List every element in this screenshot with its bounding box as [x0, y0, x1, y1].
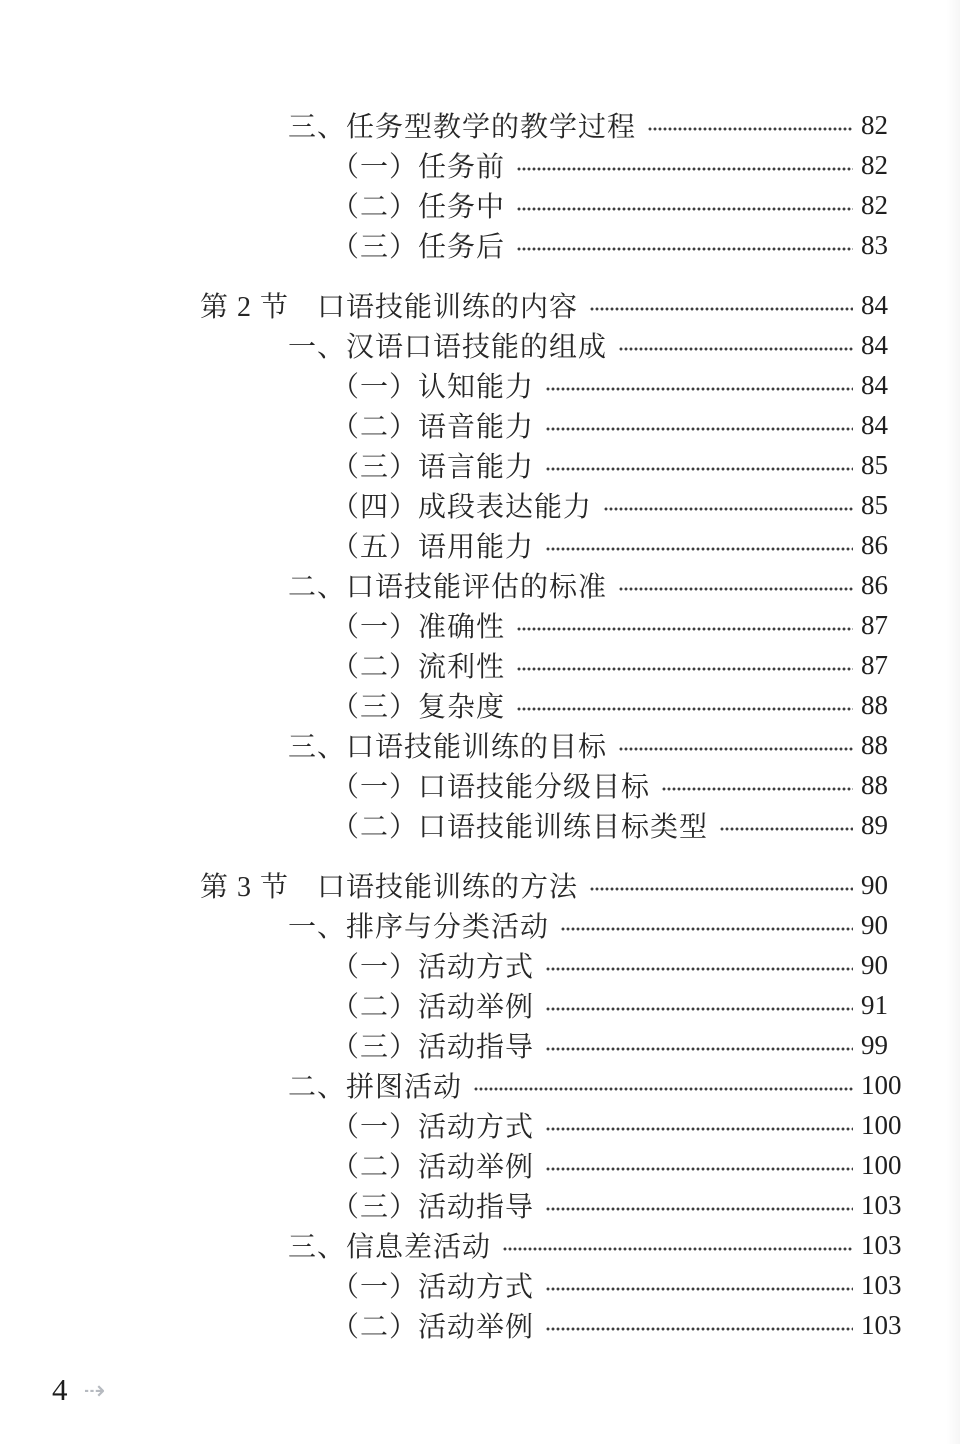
toc-page-number: 82	[861, 149, 888, 180]
toc-page-number: 85	[861, 449, 888, 480]
dot-leader	[546, 1007, 853, 1011]
toc-page-number: 100	[861, 1109, 902, 1140]
toc-entry	[0, 605, 903, 645]
toc-entry-label: 口语技能训练的内容	[317, 292, 579, 323]
toc-entry	[0, 405, 903, 445]
dot-leader	[720, 827, 853, 831]
toc-page-number: 88	[861, 769, 888, 800]
toc-entry	[0, 765, 903, 805]
toc-page-number: 83	[861, 229, 888, 260]
toc-entry	[0, 445, 903, 485]
dot-leader	[546, 1287, 853, 1291]
dot-leader	[474, 1087, 853, 1091]
toc-page-number: 103	[861, 1309, 902, 1340]
toc-entry-label: （三）复杂度	[331, 692, 506, 723]
dot-leader	[590, 307, 853, 311]
toc-entry	[0, 1145, 903, 1185]
dot-leader	[561, 927, 853, 931]
dot-leader	[546, 1047, 853, 1051]
toc-entry	[0, 1265, 903, 1305]
toc-entry-label: （三）活动指导	[331, 1192, 535, 1223]
toc-entry-label: （一）活动方式	[331, 952, 535, 983]
folio-page-number: 4	[52, 1372, 68, 1407]
toc-entry-label: 二、拼图活动	[288, 1072, 463, 1103]
toc-entry	[0, 905, 903, 945]
dot-leader	[546, 1127, 853, 1131]
toc-entry-label: （三）任务后	[331, 232, 506, 263]
dot-leader	[546, 967, 853, 971]
toc-entry	[0, 1185, 903, 1225]
dot-leader	[604, 507, 853, 511]
toc-entry	[0, 485, 903, 525]
toc-entry-label: 一、排序与分类活动	[288, 912, 550, 943]
toc-entry-label: （二）活动举例	[331, 992, 535, 1023]
toc-entry	[0, 325, 903, 365]
toc-page-number: 85	[861, 489, 888, 520]
toc-entry-label: （一）活动方式	[331, 1112, 535, 1143]
dot-leader	[546, 427, 853, 431]
dot-leader	[517, 207, 853, 211]
toc-entry	[0, 1305, 903, 1345]
toc-entry	[0, 985, 903, 1025]
toc-entry-label: （二）任务中	[331, 192, 506, 223]
toc-entry	[0, 1025, 903, 1065]
toc-entry-label: （一）任务前	[331, 152, 506, 183]
dot-leader	[546, 1327, 853, 1331]
toc-page-number: 91	[861, 989, 888, 1020]
toc-entry-label: （二）活动举例	[331, 1152, 535, 1183]
toc-section-number: 第 2 节	[200, 292, 290, 323]
toc-entry	[0, 685, 903, 725]
toc-page-number: 82	[861, 189, 888, 220]
toc-section-number: 第 3 节	[200, 872, 290, 903]
dot-leader	[517, 247, 853, 251]
dot-leader	[648, 127, 853, 131]
toc-page-number: 87	[861, 649, 888, 680]
toc-entry	[0, 645, 903, 685]
toc-entry-label: （二）语音能力	[331, 412, 535, 443]
toc-page-number: 88	[861, 729, 888, 760]
toc-entry-label: （一）活动方式	[331, 1272, 535, 1303]
dot-leader	[619, 747, 853, 751]
toc-entry	[0, 865, 903, 905]
toc-page-number: 90	[861, 949, 888, 980]
toc-entry	[0, 1105, 903, 1145]
dot-leader	[619, 587, 853, 591]
toc-entry-label: （四）成段表达能力	[331, 492, 593, 523]
dot-leader	[590, 887, 853, 891]
dot-leader	[546, 1207, 853, 1211]
toc-page-number: 84	[861, 329, 888, 360]
toc-page-number: 99	[861, 1029, 888, 1060]
dot-leader	[662, 787, 853, 791]
toc-entry-label: 二、口语技能评估的标准	[288, 572, 608, 603]
toc-entry	[0, 945, 903, 985]
toc-page-number: 100	[861, 1149, 902, 1180]
toc-page-number: 89	[861, 809, 888, 840]
dot-leader	[517, 167, 853, 171]
toc-entry-label: （二）活动举例	[331, 1312, 535, 1343]
toc-entry	[0, 1225, 903, 1265]
dot-leader	[517, 627, 853, 631]
toc-entry-label: （二）流利性	[331, 652, 506, 683]
toc-entry	[0, 105, 903, 145]
toc-page-number: 86	[861, 529, 888, 560]
dot-leader	[546, 1167, 853, 1171]
toc-page-number: 90	[861, 909, 888, 940]
toc-entry-label: （二）口语技能训练目标类型	[331, 812, 709, 843]
toc-page-number: 86	[861, 569, 888, 600]
dot-leader	[546, 387, 853, 391]
toc-entry-label: 三、信息差活动	[288, 1232, 492, 1263]
dot-leader	[619, 347, 853, 351]
toc-page-number: 88	[861, 689, 888, 720]
toc-page-number: 84	[861, 289, 888, 320]
toc-entry-label: 一、汉语口语技能的组成	[288, 332, 608, 363]
dot-leader	[546, 547, 853, 551]
toc-entry-label: 口语技能训练的方法	[317, 872, 579, 903]
toc-entry	[0, 565, 903, 605]
toc-entry-label: （一）认知能力	[331, 372, 535, 403]
toc-page-number: 103	[861, 1269, 902, 1300]
toc-entry	[0, 725, 903, 765]
dot-leader	[503, 1247, 853, 1251]
toc-entry	[0, 525, 903, 565]
toc-page-number: 84	[861, 409, 888, 440]
dot-leader	[517, 667, 853, 671]
dot-leader	[517, 707, 853, 711]
dashed-arrow-icon: ⇢	[83, 1376, 106, 1406]
toc-entry	[0, 145, 903, 185]
toc-page-number: 103	[861, 1189, 902, 1220]
toc-page-number: 82	[861, 109, 888, 140]
toc-entry	[0, 365, 903, 405]
toc-entry-label: （五）语用能力	[331, 532, 535, 563]
page-footer	[52, 1372, 105, 1408]
toc-page-number: 87	[861, 609, 888, 640]
toc-page-number: 84	[861, 369, 888, 400]
toc-entry	[0, 285, 903, 325]
toc-entry-label: 三、口语技能训练的目标	[288, 732, 608, 763]
toc-page-number: 100	[861, 1069, 902, 1100]
toc-entry-label: 三、任务型教学的教学过程	[288, 112, 637, 143]
toc-entry	[0, 225, 903, 265]
toc-entry	[0, 185, 903, 225]
toc-page-number: 103	[861, 1229, 902, 1260]
toc-entry-label: （一）准确性	[331, 612, 506, 643]
toc-entry-label: （三）语言能力	[331, 452, 535, 483]
toc-entry-label: （三）活动指导	[331, 1032, 535, 1063]
toc-page-number: 90	[861, 869, 888, 900]
toc-entry	[0, 805, 903, 845]
dot-leader	[546, 467, 853, 471]
toc-entry	[0, 1065, 903, 1105]
toc-entry-label: （一）口语技能分级目标	[331, 772, 651, 803]
